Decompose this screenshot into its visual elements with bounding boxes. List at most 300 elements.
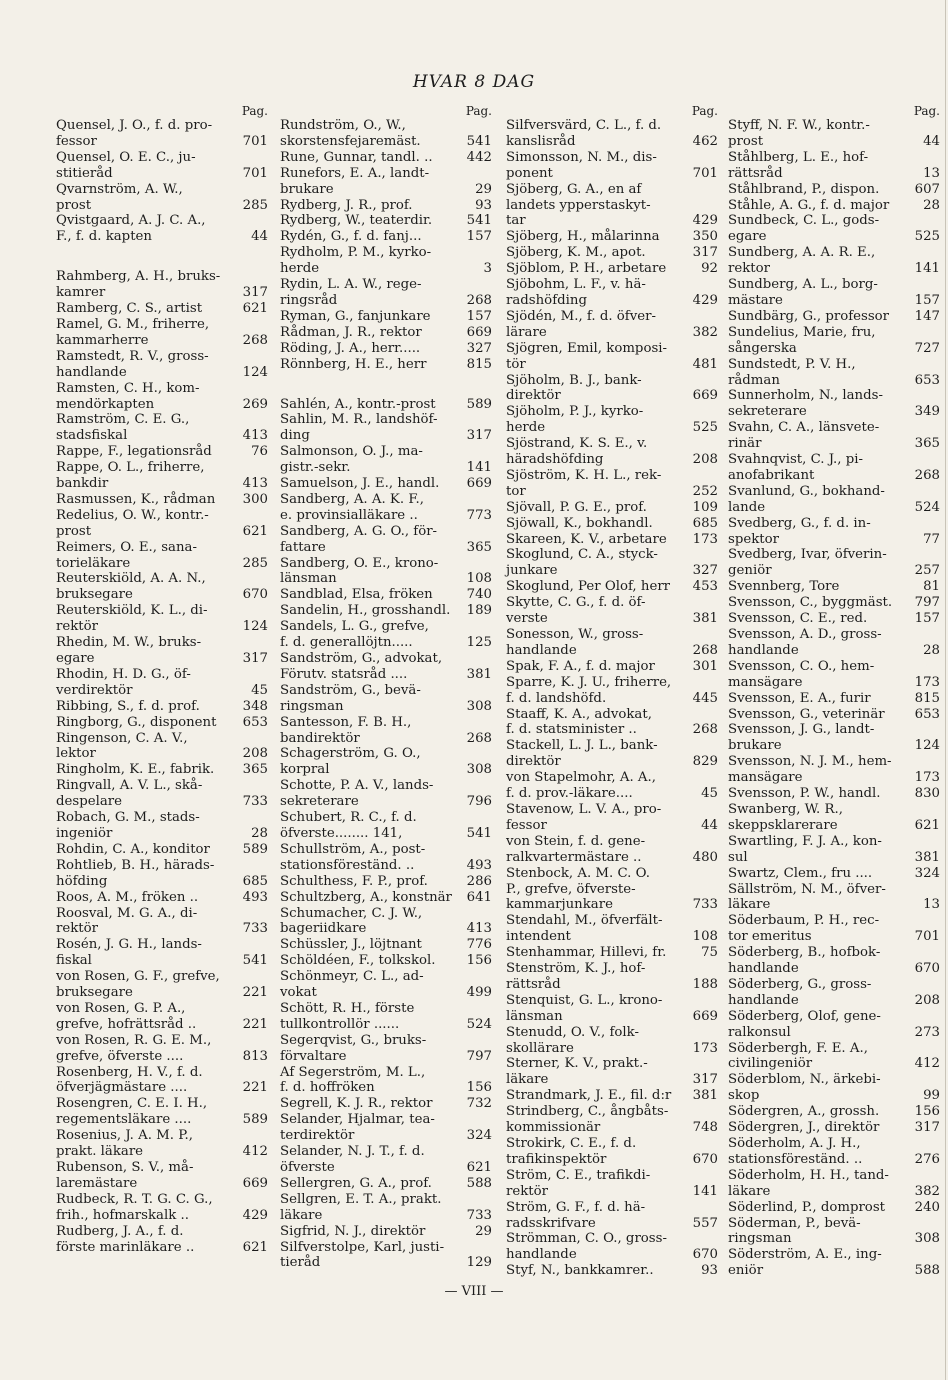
index-entry [280, 778, 492, 810]
entry-name: Svahn, C. A., länsvete- rinär [728, 420, 880, 452]
index-entry [56, 969, 268, 1001]
index-entry [506, 436, 718, 468]
entry-name: Swartling, F. J. A., kon- sul [728, 833, 882, 865]
index-entry [728, 786, 940, 802]
entry-page: 350 [692, 229, 718, 245]
entry-page: 109 [692, 499, 718, 515]
entry-name: Skoglund, Per Olof, herr [506, 579, 671, 595]
entry-name: Ramel, G. M., friherre, kammarherre [56, 316, 210, 348]
entry-page: 221 [242, 985, 268, 1001]
index-entry [56, 540, 268, 572]
entry-page: 173 [692, 531, 718, 547]
entry-name: Rasmussen, K., rådman [56, 491, 216, 507]
entry-page: 188 [692, 976, 718, 992]
index-entry [280, 1112, 492, 1144]
entry-page: 493 [466, 857, 492, 873]
entry-page: 732 [466, 1096, 492, 1112]
entry-page: 93 [475, 197, 492, 213]
entry-page: 29 [475, 181, 492, 197]
entry-name: Svensson, C. E., red. [728, 611, 868, 627]
entry-page: 815 [466, 356, 492, 372]
entry-name: Sjöberg, K. M., apot. [506, 245, 646, 261]
entry-name: Rönnberg, H. E., herr [280, 356, 427, 372]
entry-page: 173 [692, 1040, 718, 1056]
entry-name: Samuelson, J. E., handl. [280, 476, 440, 492]
entry-name: Rappe, F., legationsråd [56, 444, 212, 460]
entry-name: Rosenberg, H. V., f. d. öfverjägmästare .... [56, 1064, 203, 1096]
entry-page: 308 [914, 1231, 940, 1247]
entry-name: Rosén, J. G. H., lands- fiskal [56, 937, 202, 969]
entry-page: 252 [692, 483, 718, 499]
index-entry [506, 913, 718, 945]
entry-name: Sahlén, A., kontr.-prost [280, 396, 436, 412]
entry-name: Sandström, G., bevä- ringsman [280, 682, 421, 714]
entry-name: Schubert, R. C., f. d. öfverste........ 141, [280, 810, 417, 841]
index-entry [280, 245, 492, 277]
entry-page: 607 [914, 181, 940, 197]
entry-page: 524 [466, 1016, 492, 1032]
entry-name: Stavenow, L. V. A., pro- fessor [506, 801, 662, 833]
index-entry [506, 659, 718, 675]
entry-name: Svensson, G., veterinär [728, 706, 885, 722]
entry-name: Rahmberg, A. H., bruks- kamrer [56, 269, 221, 301]
entry-page: 308 [466, 698, 492, 714]
entry-page: 524 [914, 499, 940, 515]
entry-name: Sällström, N. M., öfver- läkare [728, 881, 886, 913]
entry-name: von Rosen, G. P. A., grefve, hofrättsråd .. [56, 1000, 197, 1032]
entry-name: von Stein, f. d. gene- ralkvartermästare .. [506, 833, 646, 865]
entry-page: 157 [466, 229, 492, 245]
entry-name: Sjöstrand, K. S. E., v. häradshöfding [506, 436, 648, 468]
index-entry [728, 1200, 940, 1216]
entry-name: Söderberg, Olof, gene- ralkonsul [728, 1008, 881, 1040]
entry-name: von Stapelmohr, A. A., f. d. prov.-läkare.... [506, 770, 656, 802]
entry-name: Svennberg, Tore [728, 579, 840, 595]
index-entry [728, 1247, 940, 1279]
entry-page: 621 [242, 301, 268, 317]
entry-name: Sundbärg, G., professor [728, 308, 890, 324]
index-entry [280, 1224, 492, 1240]
entry-name: Sellgren, E. T. A., prakt. läkare [280, 1191, 442, 1223]
entry-name: Sparre, K. J. U., friherre, f. d. landshöfd. [506, 674, 672, 706]
index-entry [728, 1104, 940, 1120]
entry-name: Schotte, P. A. V., lands- sekreterare [280, 778, 434, 810]
entry-name: Svensson, P. W., handl. [728, 786, 881, 802]
index-entry [728, 611, 940, 627]
entry-page: 653 [914, 372, 940, 388]
entry-page: 541 [242, 953, 268, 969]
entry-name: Runefors, E. A., landt- brukare [280, 165, 430, 197]
index-entry [280, 150, 492, 166]
index-entry [728, 595, 940, 611]
entry-page: 733 [242, 921, 268, 937]
index-entry [56, 890, 268, 906]
entry-name: Söderlind, P., domprost [728, 1199, 885, 1215]
entry-page: 670 [914, 961, 940, 977]
index-entry [506, 261, 718, 277]
index-entry [56, 269, 268, 301]
entry-name: Rundström, O., W., skorstensfejaremäst. [280, 118, 421, 149]
entry-page: 733 [466, 1207, 492, 1223]
index-entry [506, 1056, 718, 1088]
entry-page: 324 [466, 1128, 492, 1144]
entry-name: Svensson, N. J. M., hem- mansägare [728, 754, 892, 786]
entry-page: 365 [466, 539, 492, 555]
index-entry [280, 325, 492, 341]
index-entry [506, 341, 718, 373]
index-entry [280, 683, 492, 715]
index-entry [506, 866, 718, 914]
entry-name: Schultzberg, A., konstnär [280, 889, 452, 905]
entry-page: 317 [242, 651, 268, 666]
entry-page: 327 [692, 563, 718, 579]
entry-page: 413 [242, 428, 268, 444]
entry-name: Af Segerström, M. L., f. d. hoffröken [280, 1064, 426, 1096]
entry-name: Sandelin, H., grosshandl. [280, 603, 451, 619]
entry-page: 413 [466, 921, 492, 937]
index-entry [506, 516, 718, 532]
entry-name: Stackell, L. J. L., bank- direktör [506, 738, 658, 770]
index-entry [280, 810, 492, 842]
index-entry [728, 802, 940, 834]
entry-page: 429 [242, 1207, 268, 1223]
entry-name: Salmonson, O. J., ma- gistr.-sekr. [280, 444, 423, 476]
entry-page: 156 [466, 953, 492, 969]
entry-name: Sjöbohm, L. F., v. hä- radshöfding [506, 277, 646, 308]
entry-name: Sunnerholm, N., lands- sekreterare [728, 388, 883, 420]
index-entry [56, 460, 268, 492]
section-gap [280, 373, 492, 397]
entry-page: 285 [242, 555, 268, 571]
entry-name: Sandblad, Elsa, fröken [280, 587, 433, 603]
entry-name: Södergren, J., direktör [728, 1120, 880, 1136]
index-entry [506, 182, 718, 230]
index-entry [506, 1088, 718, 1104]
index-entry [728, 245, 940, 277]
index-entry [506, 1263, 718, 1279]
entry-page: 147 [914, 308, 940, 324]
entry-page: 669 [466, 476, 492, 492]
index-entry [728, 866, 940, 882]
entry-name: Sjödén, M., f. d. öfver- lärare [506, 308, 656, 340]
entry-name: Silfverstolpe, Karl, justi- tieråd [280, 1239, 445, 1271]
entry-name: Sjöwall, K., bokhandl. [506, 515, 653, 531]
index-entry [56, 715, 268, 731]
entry-page: 727 [914, 340, 940, 356]
entry-name: Sundberg, A. A. R. E., rektor [728, 245, 876, 277]
entry-name: Schulthess, F. P., prof. [280, 873, 428, 889]
entry-name: Schullström, A., post- stationsföreständ. .. [280, 841, 426, 873]
entry-name: Segrell, K. J. R., rektor [280, 1096, 433, 1112]
entry-page: 429 [692, 292, 718, 308]
entry-name: Redelius, O. W., kontr.- prost [56, 507, 209, 539]
entry-name: Söderblom, N., ärkebi- skop [728, 1072, 881, 1104]
entry-name: Rosenius, J. A. M. P., prakt. läkare [56, 1128, 193, 1160]
index-entry [56, 182, 268, 214]
entry-name: Qvarnström, A. W., prost [56, 181, 183, 213]
index-column-1 [56, 104, 268, 1255]
index-entry [280, 492, 492, 524]
entry-page: 129 [466, 1255, 492, 1271]
index-column-2 [280, 104, 492, 1271]
entry-name: Sandberg, A. A. K. F., e. provinsialläkare .. [280, 491, 424, 523]
entry-name: Svensson, A. D., gross- handlande [728, 627, 882, 658]
index-entry [280, 890, 492, 906]
entry-name: Schönmeyr, C. L., ad- vokat [280, 969, 424, 1001]
index-entry [506, 277, 718, 309]
index-entry [56, 381, 268, 413]
index-entry [280, 1033, 492, 1065]
entry-name: Rosengren, C. E. I. H., regementsläkare .... [56, 1096, 208, 1128]
entry-page: 125 [466, 635, 492, 651]
index-entry [506, 1104, 718, 1136]
entry-page: 268 [692, 722, 718, 738]
index-entry [280, 937, 492, 953]
entry-name: Sundstedt, P. V. H., rådman [728, 356, 856, 388]
index-entry [56, 150, 268, 182]
index-entry [506, 1231, 718, 1263]
entry-page: 45 [701, 786, 718, 802]
index-entry [728, 357, 940, 389]
entry-page: 670 [242, 587, 268, 603]
pag-column-label: Pag. [465, 104, 492, 118]
entry-name: Sigfrid, N. J., direktör [280, 1223, 426, 1239]
entry-page: 99 [923, 1088, 940, 1104]
entry-page: 493 [242, 889, 268, 905]
entry-page: 308 [466, 762, 492, 778]
entry-name: Sjöberg, H., målarinna [506, 229, 660, 245]
entry-name: Strindberg, C., ångbåts- kommissionär [506, 1104, 669, 1136]
index-entry [280, 651, 492, 683]
entry-name: Ringenson, C. A. V., lektor [56, 730, 188, 762]
index-entry [56, 571, 268, 603]
index-entry [506, 229, 718, 245]
index-entry [56, 412, 268, 444]
entry-name: Sandström, G., advokat, Förutv. statsråd .... [280, 651, 443, 682]
entry-page: 653 [914, 706, 940, 722]
index-entry [728, 118, 940, 150]
index-entry [506, 770, 718, 802]
entry-name: Sahlin, M. R., landshöf- ding [280, 412, 438, 444]
entry-name: Quensel, J. O., f. d. pro- fessor [56, 118, 213, 149]
index-entry [56, 762, 268, 778]
index-entry [728, 977, 940, 1009]
index-entry [280, 357, 492, 373]
entry-page: 588 [466, 1175, 492, 1191]
entry-page: 269 [242, 396, 268, 412]
entry-name: Ramström, C. E. G., stadsfiskal [56, 412, 190, 444]
index-entry [56, 213, 268, 245]
entry-page: 701 [242, 165, 268, 181]
index-entry [56, 778, 268, 810]
entry-name: Sonesson, W., gross- handlande [506, 627, 644, 658]
entry-page: 382 [692, 324, 718, 340]
index-entry [56, 301, 268, 317]
entry-name: Rudberg, J. A., f. d. förste marinläkare .. [56, 1223, 195, 1255]
entry-name: Qvistgaard, A. J. C. A., F., f. d. kapten [56, 213, 206, 245]
entry-page: 13 [923, 165, 940, 181]
index-entry [506, 961, 718, 993]
entry-name: Söderholm, A. J. H., stationsföreständ. .. [728, 1136, 863, 1167]
entry-page: 773 [466, 507, 492, 523]
entry-page: 412 [914, 1056, 940, 1072]
entry-name: Söderström, A. E., ing- eniör [728, 1247, 882, 1279]
entry-name: Ström, G. F., f. d. hä- radsskrifvare [506, 1199, 646, 1231]
entry-name: Rådman, J. R., rektor [280, 324, 422, 340]
entry-page: 93 [701, 1263, 718, 1279]
entry-name: Stendahl, M., öfverfält- intendent [506, 913, 663, 945]
entry-name: Sjövall, P. G. E., prof. [506, 499, 647, 515]
index-entry [506, 245, 718, 261]
index-entry [728, 452, 940, 484]
entry-page: 541 [466, 825, 492, 841]
entry-name: Rydén, G., f. d. fanj... [280, 229, 422, 245]
index-entry [280, 213, 492, 229]
entry-page: 653 [242, 714, 268, 730]
entry-page: 669 [466, 324, 492, 340]
entry-name: Sjögren, Emil, komposi- tör [506, 340, 668, 372]
entry-page: 268 [466, 292, 492, 308]
entry-name: Skareen, K. V., arbetare [506, 531, 667, 547]
index-entry [728, 913, 940, 945]
entry-name: Sundbeck, C. L., gods- egare [728, 213, 880, 245]
index-entry [280, 524, 492, 556]
entry-page: 157 [914, 292, 940, 308]
index-entry [506, 579, 718, 595]
index-entry [506, 1025, 718, 1057]
entry-name: Sundelius, Marie, fru, sångerska [728, 324, 876, 356]
entry-page: 108 [692, 929, 718, 945]
entry-name: Sterner, K. V., prakt.- läkare [506, 1056, 648, 1088]
entry-name: Strandmark, J. E., fil. d:r [506, 1088, 672, 1104]
index-entry [56, 508, 268, 540]
entry-name: Stenhammar, Hillevi, fr. [506, 945, 667, 961]
entry-name: Rohtlieb, B. H., härads- höfding [56, 857, 215, 889]
entry-page: 156 [466, 1080, 492, 1096]
entry-page: 349 [914, 404, 940, 420]
index-entry [280, 277, 492, 309]
index-entry [56, 1160, 268, 1192]
index-entry [728, 150, 940, 182]
entry-name: Schött, R. H., förste tullkontrollör ...... [280, 1000, 415, 1032]
entry-page: 156 [914, 1104, 940, 1120]
entry-page: 92 [701, 261, 718, 277]
entry-page: 797 [914, 595, 940, 611]
entry-page: 240 [914, 1199, 940, 1215]
entry-name: Röding, J. A., herr..... [280, 340, 421, 356]
entry-name: Ramsten, C. H., kom- mendörkapten [56, 380, 200, 412]
index-entry [56, 1128, 268, 1160]
entry-name: Ramberg, C. S., artist [56, 301, 203, 317]
entry-name: Sellergren, G. A., prof. [280, 1175, 432, 1191]
entry-page: 76 [251, 444, 268, 460]
entry-name: Söderberg, B., hofbok- handlande [728, 945, 881, 977]
index-entry [280, 476, 492, 492]
entry-page: 381 [914, 849, 940, 865]
entry-name: Söderbergh, F. E. A., civilingeniör [728, 1040, 868, 1072]
index-entry [506, 532, 718, 548]
entry-name: Ståhlbrand, P., dispon. [728, 181, 880, 197]
entry-page: 685 [242, 873, 268, 889]
index-entry [506, 945, 718, 961]
entry-page: 830 [914, 786, 940, 802]
entry-page: 557 [692, 1215, 718, 1231]
index-entry [506, 738, 718, 770]
index-entry [728, 1168, 940, 1200]
index-entry [728, 1136, 940, 1168]
index-entry [56, 349, 268, 381]
entry-name: Skoglund, C. A., styck- junkare [506, 547, 658, 579]
entry-name: Söderbaum, P. H., rec- tor emeritus [728, 913, 880, 945]
entry-page: 317 [914, 1120, 940, 1136]
entry-page: 268 [914, 467, 940, 483]
entry-page: 589 [466, 396, 492, 412]
entry-name: Rudbeck, R. T. G. C. G., frih., hofmarskalk .. [56, 1191, 213, 1223]
entry-page: 670 [692, 1247, 718, 1263]
index-column-3 [506, 104, 718, 1279]
entry-page: 589 [242, 1112, 268, 1128]
index-entry [506, 627, 718, 659]
entry-page: 442 [466, 149, 492, 165]
entry-name: Ringvall, A. V. L., skå- despelare [56, 778, 203, 810]
index-entry [280, 1065, 492, 1097]
index-entry [728, 420, 940, 452]
entry-page: 28 [251, 825, 268, 841]
entry-name: Sandberg, A. G. O., för- fattare [280, 523, 438, 555]
index-entry [280, 619, 492, 651]
entry-page: 499 [466, 985, 492, 1001]
entry-name: Sjöblom, P. H., arbetare [506, 261, 667, 277]
index-entry [728, 213, 940, 245]
index-entry [506, 309, 718, 341]
entry-name: Svensson, E. A., furir [728, 690, 871, 706]
index-entry [728, 579, 940, 595]
entry-name: Ringborg, G., disponent [56, 714, 217, 730]
entry-page: 75 [701, 945, 718, 961]
entry-name: Ribbing, S., f. d. prof. [56, 698, 200, 714]
entry-page: 28 [923, 642, 940, 658]
entry-name: Reuterskiöld, A. A. N., bruksegare [56, 571, 206, 603]
entry-page: 589 [242, 841, 268, 857]
entry-name: Schüssler, J., löjtnant [280, 937, 422, 953]
index-entry [56, 492, 268, 508]
entry-page: 813 [242, 1048, 268, 1064]
entry-page: 157 [466, 308, 492, 324]
entry-name: Styf, N., bankkamrer.. [506, 1263, 654, 1279]
index-entry [506, 404, 718, 436]
entry-page: 685 [692, 515, 718, 531]
pag-column-label: Pag. [913, 104, 940, 118]
entry-page: 815 [914, 690, 940, 706]
entry-name: Sjöholm, P. J., kyrko- herde [506, 404, 644, 436]
entry-page: 285 [242, 197, 268, 213]
entry-page: 208 [242, 746, 268, 762]
index-entry [506, 500, 718, 516]
entry-page: 124 [914, 738, 940, 754]
entry-name: Sjöberg, G. A., en af landets ypperstaskyt- tar [506, 181, 651, 229]
index-entry [280, 746, 492, 778]
entry-page: 3 [483, 261, 492, 277]
entry-page: 44 [923, 133, 940, 149]
entry-name: Rubenson, S. V., må- laremästare [56, 1160, 194, 1191]
entry-name: Swartz, Clem., fru .... [728, 865, 873, 881]
entry-page: 300 [242, 491, 268, 507]
entry-page: 44 [701, 817, 718, 833]
entry-page: 29 [475, 1223, 492, 1239]
index-entry [280, 118, 492, 150]
entry-page: 641 [466, 889, 492, 905]
entry-page: 124 [242, 364, 268, 380]
